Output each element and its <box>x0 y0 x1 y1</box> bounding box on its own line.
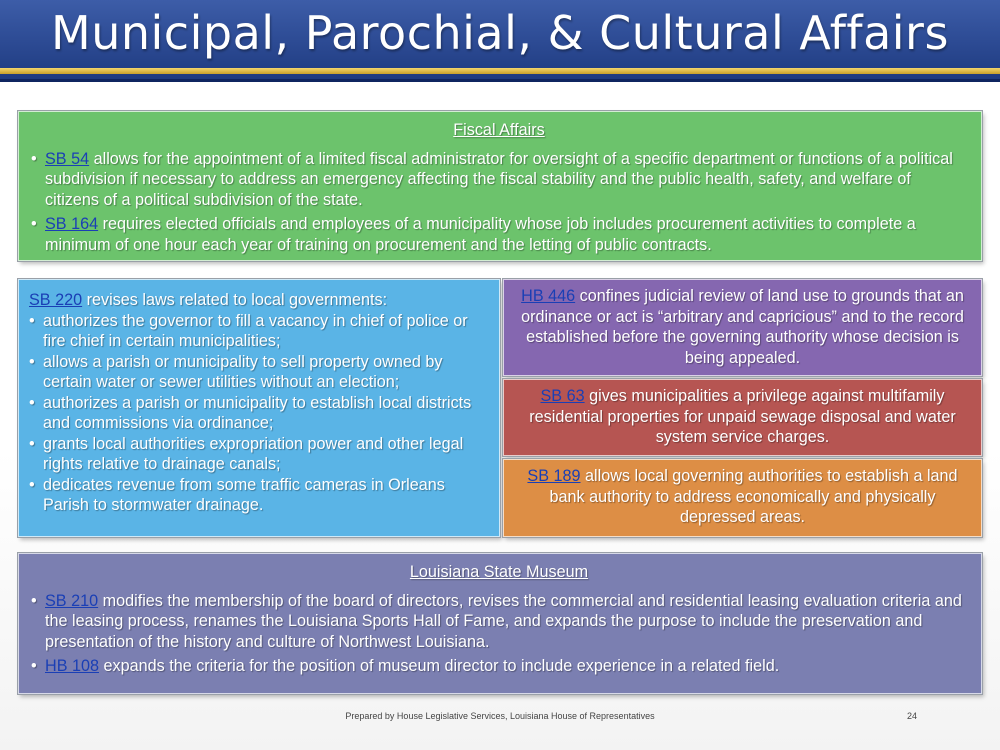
bill-link-sb210[interactable]: SB 210 <box>45 591 99 610</box>
bill-text-sb54: allows for the appointment of a limited fiscal administrator for oversight of a specific department or functions of a political subdivision if necessary to address an emergency affecting the fiscal stability and the public health, safety, and welfare of citizens of a political subdivision of the state. <box>45 149 953 209</box>
bill-intro-sb220 <box>29 290 489 311</box>
list-item: • dedicates revenue from some traffic cameras in Orleans Parish to stormwater drainage. <box>29 475 489 516</box>
sb63-box <box>503 379 982 456</box>
bill-text-sb63: gives municipalities a privilege against multifamily residential properties for unpaid sewage disposal and water system service charges. <box>529 387 956 446</box>
bill-item-sb54 <box>31 149 967 211</box>
bill-link-sb189[interactable]: SB 189 <box>527 467 581 485</box>
footer-credit: Prepared by House Legislative Services, Louisiana House of Representatives <box>345 711 655 721</box>
bill-text-sb210: modifies the membership of the board of directors, revises the commercial and residential leasing evaluation criteria and the leasing process, renames the Louisiana Sports Hall of Fame, and expands the purpose to include the preservation and presentation of the history and culture of Northwest Louisiana. <box>45 591 962 651</box>
fiscal-affairs-box <box>18 111 982 261</box>
bill-link-sb220[interactable]: SB 220 <box>29 291 83 309</box>
bill-item-sb210 <box>31 591 967 653</box>
state-museum-box <box>18 553 982 694</box>
hb446-box <box>503 279 982 376</box>
bill-text-hb108: expands the criteria for the position of museum director to include experience in a related field. <box>99 657 780 675</box>
bill-link-sb54[interactable]: SB 54 <box>45 149 90 168</box>
bill-item-sb164 <box>31 214 967 255</box>
slide-header <box>0 0 1000 82</box>
slide-title: Municipal, Parochial, & Cultural Affairs <box>51 6 949 60</box>
list-item: • grants local authorities expropriation power and other legal rights relative to drainage canals; <box>29 434 489 475</box>
bill-text-hb446: confines judicial review of land use to grounds that an ordinance or act is “arbitrary and capricious” and to the record established before the governing authority whose decision is being appealed. <box>521 287 964 367</box>
state-museum-title: Louisiana State Museum <box>409 563 589 581</box>
bill-link-sb63[interactable]: SB 63 <box>540 387 585 405</box>
local-government-box <box>18 279 500 537</box>
bill-text-sb164: requires elected officials and employees of a municipality whose job includes procurement activities to complete a minimum of one hour each year of training on procurement and the letting of public contracts. <box>45 215 916 254</box>
page-number: 24 <box>907 711 918 721</box>
bill-text-sb189: allows local governing authorities to establish a land bank authority to address economically and physically depressed areas. <box>549 467 958 526</box>
list-item: • authorizes the governor to fill a vacancy in chief of police or fire chief in certain municipalities; <box>29 311 489 352</box>
list-item: • allows a parish or municipality to sell property owned by certain water or sewer utilities without an election; <box>29 352 489 393</box>
sb189-box <box>503 459 982 537</box>
bill-intro-text: revises laws related to local governments: <box>82 291 388 309</box>
list-item: • authorizes a parish or municipality to establish local districts and commissions via ordinance; <box>29 393 489 434</box>
bill-link-sb164[interactable]: SB 164 <box>45 215 99 233</box>
bill-link-hb446[interactable]: HB 446 <box>521 287 576 305</box>
header-gold-stripe <box>0 68 1000 74</box>
bill-link-hb108[interactable]: HB 108 <box>45 657 99 675</box>
bill-item-hb108 <box>31 656 967 677</box>
fiscal-affairs-title: Fiscal Affairs <box>453 121 545 139</box>
